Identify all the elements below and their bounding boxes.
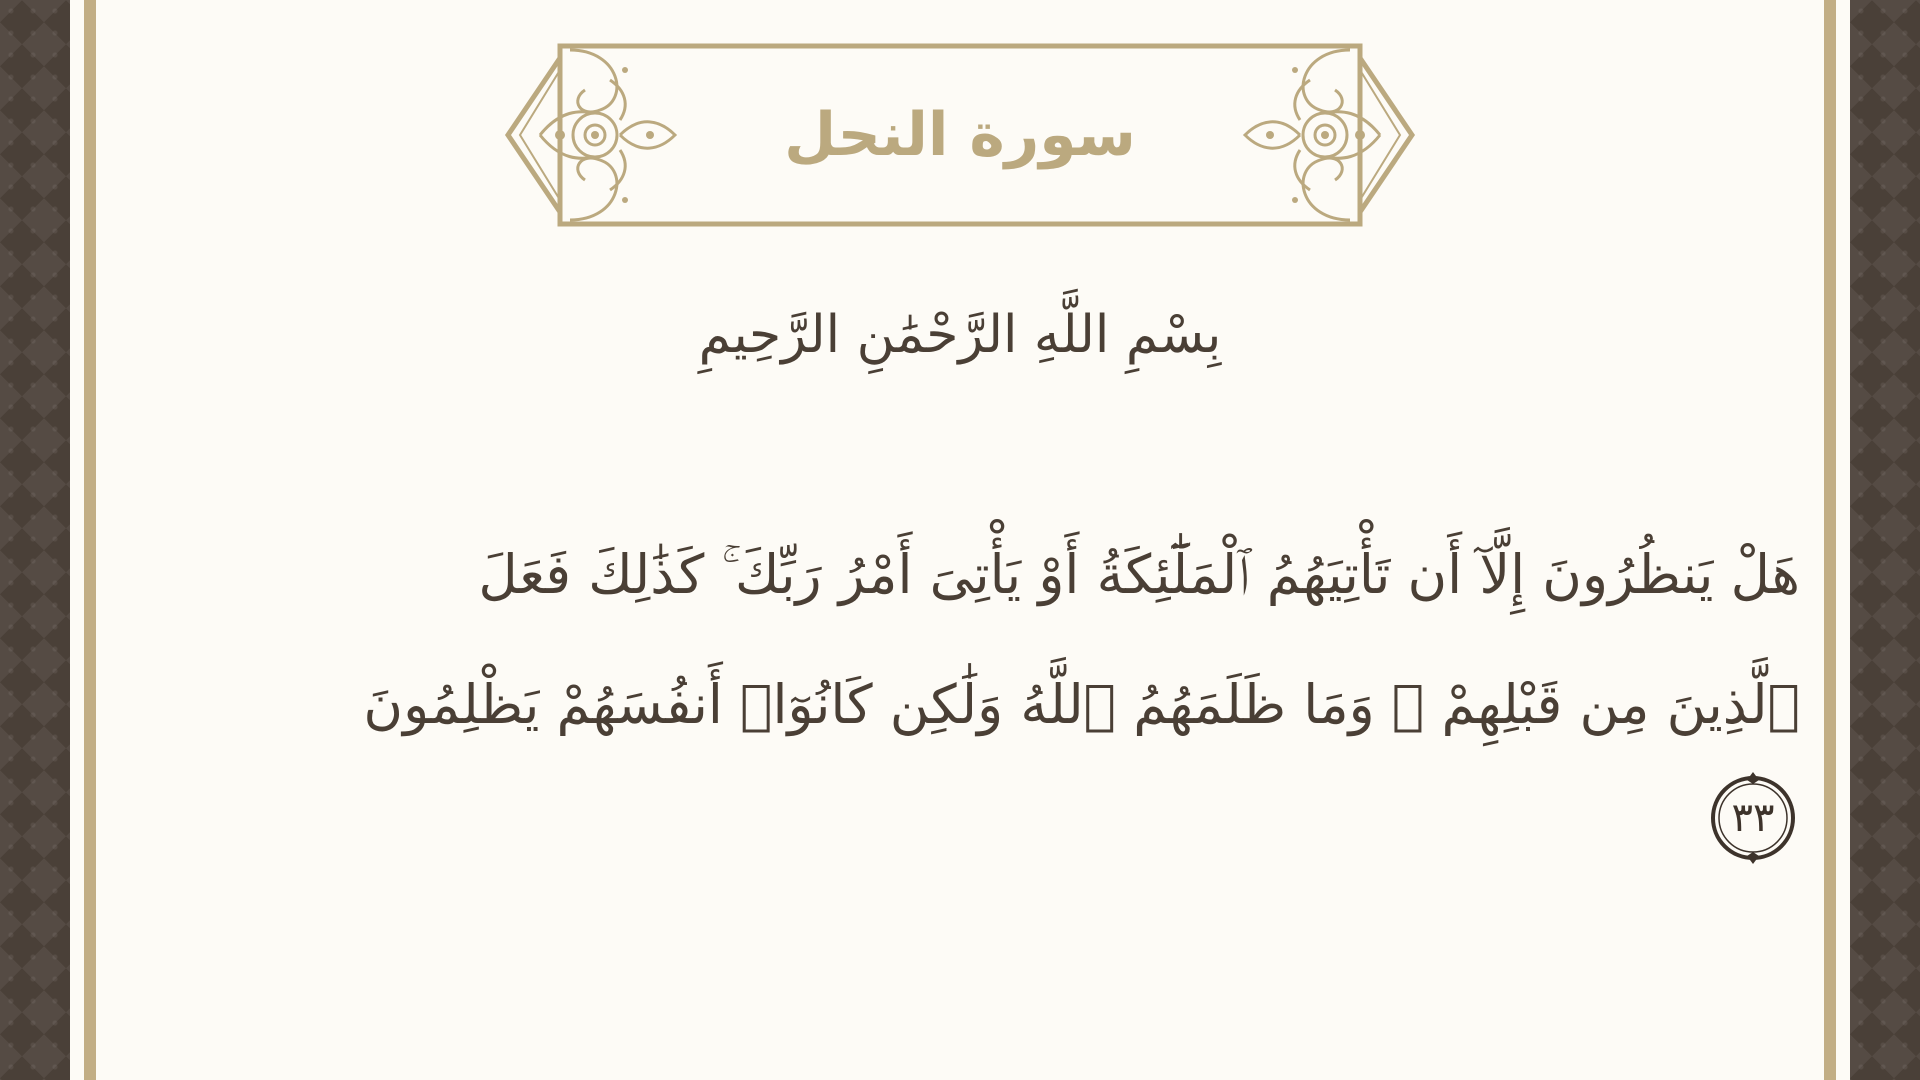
- ayah-number-marker: [1705, 770, 1801, 866]
- verse-text: [250, 510, 1800, 770]
- ayah-number: ٣٣: [1731, 795, 1775, 841]
- left-gold-border: [84, 0, 96, 1080]
- basmala: بِسْمِ اللَّهِ الرَّحْمَٰنِ الرَّحِيمِ: [698, 305, 1222, 365]
- surah-title: سورة النحل: [784, 100, 1136, 170]
- left-ornament-band: [0, 0, 70, 1080]
- verse-line-2: ٱلَّذِينَ مِن قَبْلِهِمْ ۚ وَمَا ظَلَمَهُمُ ٱللَّهُ وَلَٰكِن كَانُوٓا۟ أَنفُسَهُمْ يَظْلِمُونَ: [363, 673, 1800, 736]
- right-gold-border: [1824, 0, 1836, 1080]
- surah-title-cartouche: [500, 40, 1420, 230]
- right-ornament-band: [1850, 0, 1920, 1080]
- verse-line-1: هَلْ يَنظُرُونَ إِلَّآ أَن تَأْتِيَهُمُ ٱلْمَلَٰٓئِكَةُ أَوْ يَأْتِىَ أَمْرُ رَبِّكَ ۚ كَذَٰلِكَ فَعَلَ: [478, 543, 1800, 606]
